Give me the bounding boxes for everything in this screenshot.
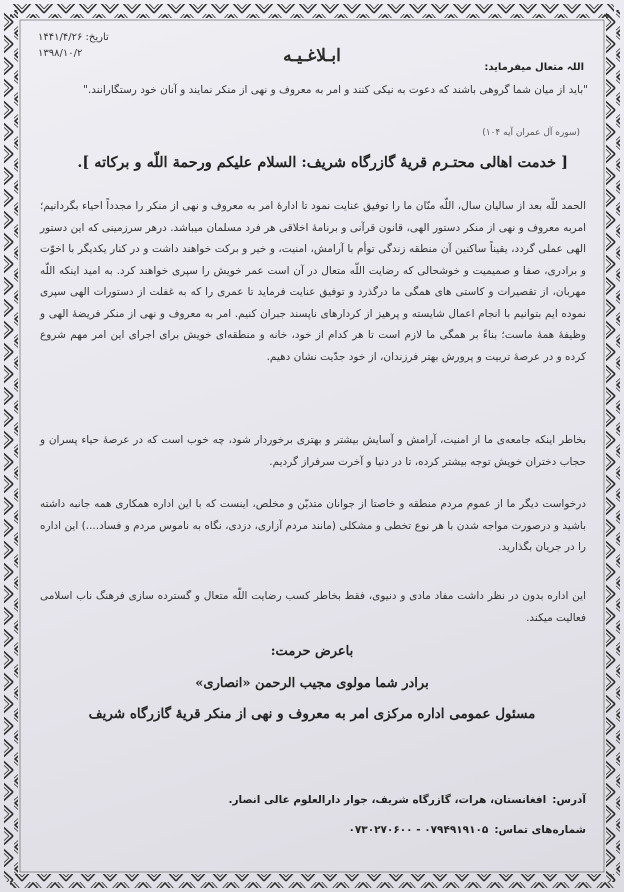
address-line <box>228 794 586 806</box>
contact-label: شماره‌های تماس: <box>494 824 586 836</box>
body-paragraph-3: درخواست دیگر ما از عموم مردم منطقه و خاصتا از جوانان متدیّن و مخلص، اینست که با این اداره همکاری همه جانبه داشته باشید و درصورت مواجه شدن با هر نوع تخطی و مشکلی (مانند مردم آزاری، دزدی، نگاه به ناموس مردم و فساد....) این اداره را در جریان بگذارید. <box>40 498 586 553</box>
page-title: ابـلاغـیـه <box>283 46 341 66</box>
address-value: افغانستان، هرات، گازرگاه شریف، جوار دارالعلوم عالی انصار. <box>228 794 547 806</box>
body-paragraph-1: الحمد للّه بعد از سالیان سال، اللّه منّان ما را توفیق عنایت نمود تا ادارهٔ امر به معروف و نهی از منکر را مجدداً احیاء بگردانیم؛ امربه معروف و نهی از منکر دستور الهی، قانون قرآنی و برنامهٔ اخلاقی هر فرد مسلمان میباشد. درهر سرزمینی که این دستور الهی عملی گردد، یقیناً ساکنین آن منطقه زندگی توأم با آرامش، امنیت، و خیر و برکت خواهند داشت و در کنار یکدیگر با اخوّت و برادری، صفا و صمیمیت و خوشحالی که رضایت اللّه متعال در آن است عمر خویش را سپری خواهند کرد. به امید اینکه اللّه مهربان، از تقصیرات و کاستی های همگی ما درگذرد و توفیق عنایت فرماید تا عمری را که به غفلت از دستورات الهی سپری نموده ایم بتوانیم با انجام اعمال شایسته و پرهیز از کردارهای ناپسند جبران کنیم. امر به معروف و نهی از منکر فریضهٔ الهی و وظیفهٔ همهٔ ماست؛ بناءً بر همگی ما لازم است تا هر کدام از خود، خانه و منطقه‌ای خویش برای اجرای این امر مهم شروع کرده و در عرصهٔ تربیت و پرورش بهتر فرزندان، از خود جدّیت نشان دهیم. <box>40 200 586 363</box>
closing-respect: باعرض حرمت: <box>270 644 354 659</box>
date-block <box>38 30 138 62</box>
salutation-heading: [ خدمت اهالی محتـرم قریهٔ گازرگاه شریف: السلام علیکم ورحمة اللّه و برکاته ]. <box>77 154 568 171</box>
body-paragraph-2: بخاطر اینکه جامعه‌ی ما از امنیت، آرامش و آسایش بیشتر و بهتری برخوردار شود، چه خوب است که در عرصهٔ حیاء پسران و حجاب دختران خویش توجه بیشتر کرده، تا در دنیا و آخرت سرفراز گردیم. <box>40 434 586 468</box>
verse-reference: (سوره آل عمران آیه ۱۰۴) <box>482 128 580 138</box>
contact-line <box>348 824 586 836</box>
signatory-position: مسئول عمومی اداره مرکزی امر به معروف و نهی از منکر قریهٔ گازرگاه شریف <box>88 706 536 722</box>
contact-value: ۰۷۹۴۹۱۹۱۰۵ - ۰۷۳۰۲۷۰۶۰۰ <box>348 824 489 836</box>
quranic-quote: "باید از میان شما گروهی باشند که دعوت به نیکی کنند و امر به معروف و نهی از منکر نمایند و آنان خود رستگارانند." <box>83 84 588 96</box>
body-paragraph-4: این اداره بدون در نظر داشت مفاد مادی و دنیوی، فقط بخاطر کسب رضایت اللّه متعال و گسترده سازی فرهنگ ناب اسلامی فعالیت میکند. <box>40 590 586 624</box>
quote-intro: اللہ متعال میفرماید: <box>484 62 584 73</box>
hijri-date: تاریخ: ۱۴۴۱/۴/۲۶ <box>38 32 109 43</box>
signatory-name: برادر شما مولوی مجیب الرحمن «انصاری» <box>195 676 429 691</box>
document-content <box>30 24 594 868</box>
address-label: آدرس: <box>552 794 586 806</box>
solar-date: ۱۳۹۸/۱۰/۲ <box>38 48 83 59</box>
